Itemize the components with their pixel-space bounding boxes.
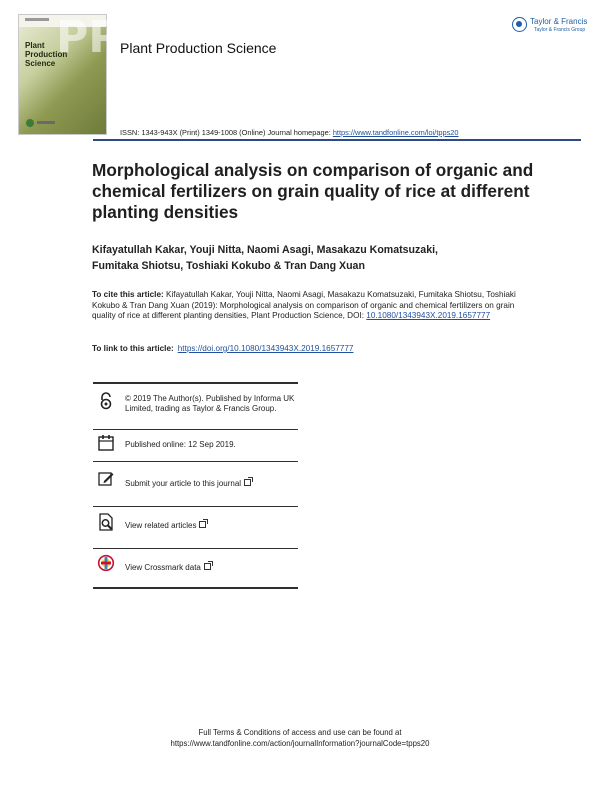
article-link-line: To link to this article: https://doi.org/10.1080/1343943X.2019.1657777	[92, 344, 354, 353]
info-divider	[93, 506, 298, 507]
related-articles-item[interactable]	[93, 513, 298, 543]
published-item	[93, 434, 298, 464]
doi-link[interactable]: 10.1080/1343943X.2019.1657777	[366, 311, 491, 321]
info-divider	[93, 382, 298, 384]
external-link-icon	[244, 479, 251, 486]
publisher-logo[interactable]	[512, 16, 588, 36]
crossmark-item[interactable]	[93, 554, 298, 584]
published-date: Published online: 12 Sep 2019.	[125, 440, 236, 449]
info-divider	[93, 461, 298, 462]
submit-article-link[interactable]: Submit your article to this journal	[125, 479, 297, 489]
cover-logo-text	[37, 121, 55, 124]
citation-block: To cite this article: Kifayatullah Kakar, Youji Nitta, Naomi Asagi, Masakazu Komatsuzaki, Fumitaka Shiotsu, Toshiaki Kokubo & Tran Dang Xuan (2019): Morphological analysis on comparison of organic and chemical fertilizers on grain quality of rice at different planting densities, Plant Production Science, DOI: 10.1080/1343943X.2019.1657777	[92, 290, 516, 321]
journal-name: Plant Production Science	[120, 40, 277, 56]
taylor-francis-icon	[512, 17, 527, 32]
journal-homepage-link[interactable]: https://www.tandfonline.com/loi/tpps20	[332, 128, 459, 137]
crossmark-link[interactable]: View Crossmark data	[125, 563, 297, 573]
cover-pps-letters: PPS	[56, 12, 153, 63]
cover-title: Plant Production Science	[25, 41, 68, 68]
info-divider	[93, 548, 298, 549]
article-title: Morphological analysis on comparison of organic and chemical fertilizers on grain quality of rice at different planting densities	[92, 160, 534, 222]
external-link-icon	[199, 521, 206, 528]
footer-terms-link[interactable]: https://www.tandfonline.com/action/journalInformation?journalCode=tpps20	[170, 739, 430, 748]
search-document-icon	[98, 513, 114, 531]
info-divider	[93, 429, 298, 430]
header-divider	[93, 139, 581, 141]
calendar-icon	[98, 434, 114, 452]
edit-icon	[98, 470, 114, 488]
cover-logo-icon	[26, 119, 34, 127]
publisher-subtitle: Taylor & Francis Group	[534, 27, 586, 33]
related-articles-link[interactable]: View related articles	[125, 521, 297, 531]
article-doi-url[interactable]: https://doi.org/10.1080/1343943X.2019.1657777	[177, 344, 354, 353]
open-access-lock-icon	[98, 392, 114, 410]
license-item	[93, 392, 298, 434]
license-text: © 2019 The Author(s). Published by Informa UK Limited, trading as Taylor & Francis Group.	[125, 394, 295, 413]
issn-line: ISSN: 1343-943X (Print) 1349-1008 (Online) Journal homepage: https://www.tandfonline.com/loi/tpps20	[120, 128, 459, 137]
crossmark-icon	[98, 554, 114, 572]
journal-cover-image	[18, 12, 153, 135]
publisher-name: Taylor & Francis	[530, 17, 588, 26]
article-authors: Kifayatullah Kakar, Youji Nitta, Naomi Asagi, Masakazu Komatsuzaki, Fumitaka Shiotsu, Toshiaki Kokubo & Tran Dang Xuan	[92, 244, 438, 272]
info-divider	[93, 587, 298, 589]
footer-line-1: Full Terms & Conditions of access and use can be found at	[198, 728, 402, 737]
submit-article-item[interactable]	[93, 470, 298, 500]
terms-footer	[0, 727, 600, 749]
external-link-icon	[204, 563, 211, 570]
